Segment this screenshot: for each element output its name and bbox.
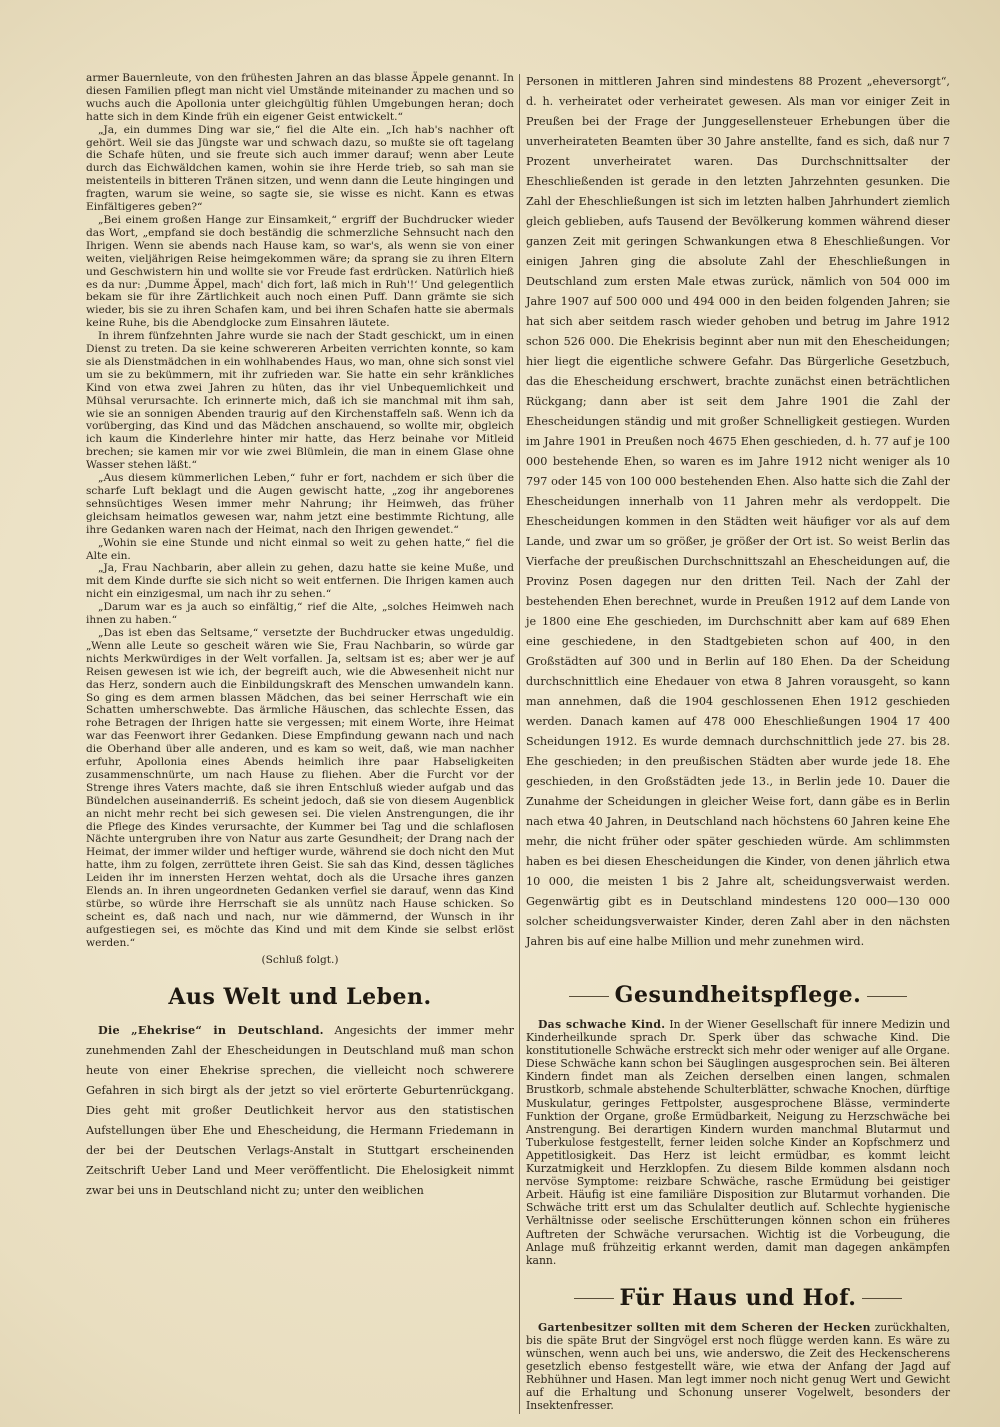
story-paragraph: „Wohin sie eine Stunde und nicht einmal so weit zu gehen hatte,“ fiel die Alte ein. [86,536,514,562]
section-heading-text: Gesundheitspflege. [614,982,862,1008]
ornament-rule [574,1298,614,1299]
story-paragraph: armer Bauernleute, von den frühesten Jahren an das blasse Äppele genannt. In diesen Familien pflegt man nicht viel Umstände miteinander zu machen und so wuchs auch die Apollonia unter gleichgültig fühlen Umgebungen heran; doch hatte sich in dem Kinde früh ein eigener Geist entwickelt.“ [86,72,514,123]
story-paragraph: In ihrem fünfzehnten Jahre wurde sie nach der Stadt geschickt, um in einen Dienst zu treten. Da sie keine schwereren Arbeiten verrichten konnte, so kam sie als Dienstmädchen in ein wohlhabendes Haus, wo man, ohne sich sonst viel um sie zu bekümmern, mit ihr zufrieden war. Sie hatte ein sehr kränkliches Kind von etwa zwei Jahren zu hüten, das ihr viel Unbequemlichkeit und Mühsal verursachte. Ich erinnerte mich, daß ich sie manchmal mit ihm sah, wie sie an sonnigen Abenden traurig auf den Kirchenstaffeln saß. Wenn ich da vorüberging, das Kind und das Mädchen anschauend, so wollte mir, obgleich ich kaum die Kinderlehre hinter mir hatte, das Herz beinahe vor Mitleid brechen; sie kamen mir vor wie zwei Blümlein, die man in einem Glase ohne Wasser stehen läßt.“ [86,330,514,472]
story-paragraph: „Das ist eben das Seltsame,“ versetzte der Buchdrucker etwas ungeduldig. „Wenn alle Leute so gescheit wären wie Sie, Frau Nachbarin, so würde gar nichts Merkwürdiges in der Welt vorfallen. Ja, seltsam ist es; aber wer je auf Reisen gewesen ist wie ich, der begreift auch, wie die Abwesenheit nicht nur das Herz, sondern auch die Einbildungskraft des Menschen umwandeln kann. So ging es dem armen blassen Mädchen, das bei seiner Herrschaft wie ein Schatten umherschwebte. Das ärmliche Häuschen, das schlechte Essen, das rohe Betragen der Ihrigen hatte sie vergessen; mit einem Worte, ihre Heimat war das Feenwort ihrer Gedanken. Diese Empfindung gewann nach und nach die Oberhand über alle anderen, und es kam so weit, daß, wie man nachher erfuhr, Apollonia eines Abends heimlich ihre paar Habseligkeiten zusammenschnürte, um nach Hause zu fliehen. Aber die Furcht vor der Strenge ihres Vaters machte, daß sie ihren Entschluß wieder aufgab und das Bündelchen auseinanderriß. Es scheint jedoch, daß sie von diesem Augenblick an nicht mehr recht bei sich gewesen sei. Die vielen Anstrengungen, die ihr die Pflege des Kindes verursachte, der Kummer bei Tag und die schlaflosen Nächte untergruben ihre von Natur aus zarte Gesundheit; der Drang nach der Heimat, der immer wilder und heftiger wurde, während sie doch nicht den Mut hatte, ihm zu folgen, zerrüttete ihren Geist. Sie sah das Kind, dessen tägliches Leiden ihr im innersten Herzen wehtat, doch als die Ursache ihres ganzen Elends an. In ihren ungeordneten Gedanken verfiel sie darauf, wenn das Kind stürbe, so würde ihre Herrschaft sie als unnütz nach Hause schicken. So scheint es, daß nach und nach, nur wie dämmernd, der Wunsch in ihr aufgestiegen sei, es möchte das Kind und mit dem Kinde sie selbst erlöst werden.“ [86,626,514,949]
story-paragraph: „Ja, ein dummes Ding war sie,“ fiel die Alte ein. „Ich hab's nachher oft gehört. Weil sie das Jüngste war und schwach dazu, so mußte sie oft tagelang die Schafe hüten, und sie freute sich auch immer darauf; wenn aber Leute durch das Eichwäldchen kamen, wohin sie ihre Herde trieb, so sah man sie meistenteils in bitteren Tränen sitzen, und wenn dann die Leute hingingen und fragten, warum sie weine, so sagte sie, sie wisse es nicht. Kann es etwas Einfältigeres geben?“ [86,123,514,214]
right-column [526,72,950,1412]
story-paragraph: „Darum war es ja auch so einfältig,“ rief die Alte, „solches Heimweh nach ihnen zu haben.“ [86,601,514,627]
ehekrise-article-continued: Personen in mittleren Jahren sind mindestens 88 Prozent „eheversorgt“, d. h. verheiratet oder verheiratet gewesen. Als man vor einiger Zeit in Preußen bei der Frage der Junggesellensteuer Erhebungen über die unverheirateten Beamten über 30 Jahre anstellte, fand es sich, daß nur 7 Prozent unverheiratet waren. Das Durchschnittsalter der Eheschließenden ist gerade in den letzten Jahrzehnten gesunken. Die Zahl der Eheschließungen ist sich im letzten halben Jahrhundert ziemlich gleich geblieben, aufs Tausend der Bevölkerung kommen während dieser ganzen Zeit mit geringen Schwankungen etwa 8 Eheschließungen. Vor einigen Jahren ging die absolute Zahl der Eheschließungen in Deutschland zum ersten Male etwas zurück, nämlich von 504 000 im Jahre 1907 auf 500 000 und 494 000 in den beiden folgenden Jahren; sie hat sich aber seitdem rasch wieder gehoben und betrug im Jahre 1912 schon 526 000. Die Ehekrisis beginnt aber nun mit den Ehescheidungen; hier liegt die eigentliche schwere Gefahr. Das Bürgerliche Gesetzbuch, das die Ehescheidung erschwert, brachte zunächst einen beträchtlichen Rückgang; dann aber ist seit dem Jahre 1901 die Zahl der Ehescheidungen ständig und mit großer Schnelligkeit gestiegen. Wurden im Jahre 1901 in Preußen noch 4675 Ehen geschieden, d. h. 77 auf je 100 000 bestehende Ehen, so waren es im Jahre 1912 nicht weniger als 10 797 oder 145 von 100 000 bestehenden Ehen. Also hatte sich die Zahl der Ehescheidungen innerhalb von 11 Jahren mehr als verdoppelt. Die Ehescheidungen kommen in den Städten weit häufiger vor als auf dem Lande, und zwar um so größer, je größer der Ort ist. So weist Berlin das Vierfache der preußischen Durchschnittszahl an Ehescheidungen auf, die Provinz Posen dagegen nur den dritten Teil. Nach der Zahl der bestehenden Ehen berechnet, wurde in Preußen 1912 auf dem Lande von je 1800 eine Ehe geschieden, im Durchschnitt aber kam auf 689 Ehen eine geschiedene, in den Stadtgebieten schon auf 400, in den Großstädten auf 300 und in Berlin auf 180 Ehen. Da der Scheidung durchschnittlich eine Ehedauer von etwa 8 Jahren vorausgeht, so kann man annehmen, daß die 1904 geschlossenen Ehen 1912 geschieden werden. Danach kamen auf 478 000 Eheschließungen 1904 17 400 Scheidungen 1912. Es wurde demnach durchschnittlich jede 27. bis 28. Ehe geschieden; in den preußischen Städten aber wurde jede 18. Ehe geschieden, in den Großstädten jede 13., in Berlin jede 10. Dauer die Zunahme der Scheidungen in gleicher Weise fort, dann gäbe es in Berlin nach etwa 40 Jahren, in Deutschland nach höchstens 60 Jahren keine Ehe mehr, die nicht früher oder später geschieden würde. Am schlimmsten haben es bei diesen Ehescheidungen die Kinder, von denen jährlich etwa 10 000, die meisten 1 bis 2 Jahre alt, scheidungsverwaist werden. Gegenwärtig gibt es in Deutschland mindestens 120 000—130 000 solcher scheidungsverwaister Kinder, deren Zahl aber in den nächsten Jahren bis auf eine halbe Million und mehr zunehmen wird. [526,75,950,948]
section-heading-aus-welt-und-leben: Aus Welt und Leben. [168,983,432,1010]
section-heading-fuer-haus-und-hof [526,1285,950,1311]
left-column [86,72,514,1201]
garden-article [526,1321,950,1413]
health-article [526,1018,950,1267]
article-text: In der Wiener Gesellschaft für innere Medizin und Kinderheilkunde sprach Dr. Sperk über das schwache Kind. Die konstitutionelle Schwäche erstreckt sich mehr oder weniger auf alle Organe. Diese Schwäche kann schon bei Säuglingen ausgesprochen sein. Bei älteren Kindern findet man als Zeichen derselben einen langen, schmalen Brustkorb, schmale abstehende Schulterblätter, schwache Knochen, dürftige Muskulatur, geringes Fettpolster, ausgesprochene Blässe, verminderte Funktion der Organe, große Ermüdbarkeit, Neigung zu Herzschwäche bei Anstrengung. Bei derartigen Kindern wurden manchmal Blutarmut und Tuberkulose festgestellt, ferner leiden solche Kinder an Kopfschmerz und Appetitlosigkeit. Das Herz ist leicht ermüdbar, es kommt leicht Kurzatmigkeit und Herzklopfen. Zu diesem Bilde kommen alsdann noch nervöse Symptome: reizbare Schwäche, rasche Ermüdung bei geistiger Arbeit. Häufig ist eine familiäre Disposition zur Blutarmut vorhanden. Die Schwäche tritt erst um das Schulalter deutlich auf. Schlechte hygienische Verhältnisse oder seelische Erschütterungen können schon ein früheres Auftreten der Schwäche verursachen. Wichtig ist die Vorbeugung, die Anlage muß frühzeitig erkannt werden, damit man dagegen ankämpfen kann. [526,1018,950,1267]
ornament-rule [867,996,907,997]
section-heading-gesundheitspflege [526,982,950,1008]
story-paragraph: „Ja, Frau Nachbarin, aber allein zu gehen, dazu hatte sie keine Muße, und mit dem Kinde durfte sie sich nicht so weit entfernen. Die Ihrigen kamen auch nicht ein einzigesmal, um nach ihr zu sehen.“ [86,562,514,601]
ornament-rule [569,996,609,997]
story-paragraph: „Aus diesem kümmerlichen Leben,“ fuhr er fort, nachdem er sich über die scharfe Luft beklagt und die Augen gewischt hatte, „zog ihr angeborenes sehnsüchtiges Wesen immer mehr Nahrung; ihr Heimweh, das früher gleichsam heimatlos gewesen war, nahm jetzt eine bestimmte Richtung, alle ihre Gedanken waren nach der Heimat, nach den Ihrigen gewendet.“ [86,472,514,536]
article-lead: Gartenbesitzer sollten mit dem Scheren der Hecken [538,1320,871,1334]
section-heading-text: Für Haus und Hof. [619,1284,857,1311]
ornament-rule [862,1298,902,1299]
ehekrise-article [86,1020,514,1201]
article-text: zurückhalten, bis die späte Brut der Singvögel erst noch flügge werden kann. Es wäre zu wünschen, wenn auch bei uns, wie anderswo, die Zeit des Heckenscherens gesetzlich ebenso festgestellt wäre, wie etwa der Anfang der Jagd auf Rebhühner und Hasen. Man legt immer noch nicht genug Wert und Gewicht auf die Erhaltung und Schonung unserer Vogelwelt, besonders der Insektenfresser. [526,1320,951,1413]
story-paragraph: „Bei einem großen Hange zur Einsamkeit,“ ergriff der Buchdrucker wieder das Wort, „empfand sie doch beständig die schmerzliche Sehnsucht nach den Ihrigen. Wenn sie abends nach Hause kam, so war's, als wenn sie von einer weiten, vieljährigen Reise heimgekommen wäre; da sprang sie zu ihren Eltern und Geschwistern hin und wollte sie vor Freude fast erdrücken. Natürlich hieß es da nur: ‚Dumme Äppel, mach' dich fort, laß mich in Ruh'!‘ Und gelegentlich bekam sie für ihre Zärtlichkeit auch noch einen Puff. Dann grämte sie sich wieder, bis sie zu ihren Schafen kam, und bei ihren Schafen hatte sie abermals keine Ruhe, bis die Abendglocke zum Einsahren läutete. [86,213,514,330]
article-lead: Die „Ehekrise“ in Deutschland. [98,1022,324,1037]
to-be-continued-note: (Schluß folgt.) [261,953,339,966]
column-divider [519,74,520,1414]
article-lead: Das schwache Kind. [538,1018,666,1031]
article-text: Angesichts der immer mehr zunehmenden Zahl der Ehescheidungen in Deutschland muß man schon heute von einer Ehekrise sprechen, die vielleicht noch schwerere Gefahren in sich birgt als der jetzt so viel erörterte Geburtenrückgang. Dies geht mit großer Deutlichkeit hervor aus den statistischen Aufstellungen über Ehe und Ehescheidung, die Hermann Friedemann in der bei der Deutschen Verlags-Anstalt in Stuttgart erscheinenden Zeitschrift Ueber Land und Meer veröffentlicht. Die Ehelosigkeit nimmt zwar bei uns in Deutschland nicht zu; unter den weiblichen [86,1023,514,1197]
